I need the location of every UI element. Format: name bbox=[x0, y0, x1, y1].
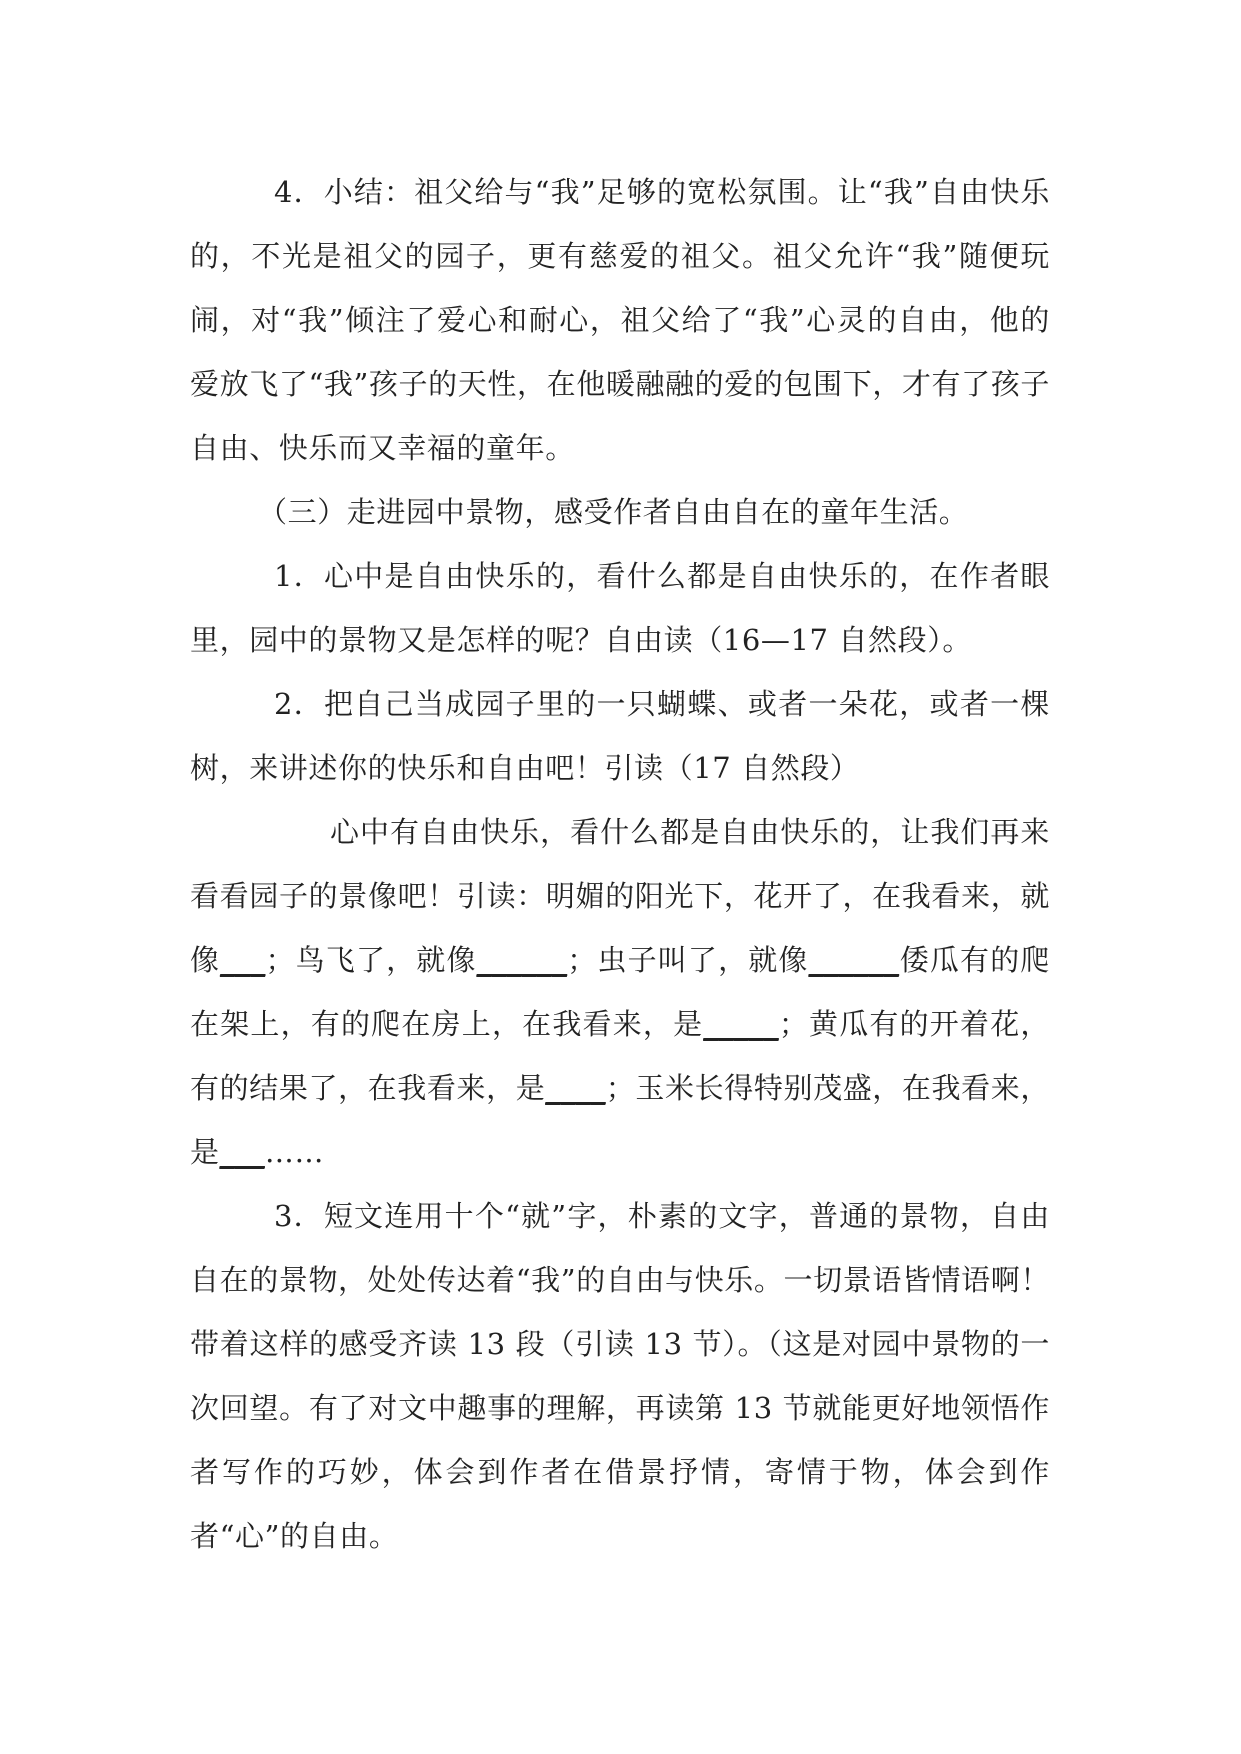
paragraph-summary: 4．小结：祖父给与“我”足够的宽松氛围。让“我”自由快乐的，不光是祖父的园子，更有慈爱的祖父。祖父允许“我”随便玩闹，对“我”倾注了爱心和耐心，祖父给了“我”心灵的自由，他的爱放飞了“我”孩子的天性，在他暖融融的爱的包围下，才有了孩子自由、快乐而又幸福的童年。 bbox=[190, 175, 1050, 465]
fill-text-7: …… bbox=[264, 1135, 325, 1169]
fill-text-1: 心中有自由快乐，看什么都是自由快乐的，让我们再来看看园子的景像吧！引读：明媚的阳光下，花开了，在我看来，就像 bbox=[190, 815, 1050, 977]
fill-text-2: ；鸟飞了，就像 bbox=[265, 943, 477, 977]
blank-6: ___ bbox=[219, 1135, 265, 1169]
fill-text-5: ；黄瓜有的开着花，有的结果了，在我看来，是 bbox=[190, 1007, 1050, 1105]
blank-4: _____ bbox=[703, 1007, 779, 1041]
fill-text-4: 倭瓜有的爬在架上，有的爬在房上，在我看来，是 bbox=[190, 943, 1050, 1041]
blank-3: ______ bbox=[808, 943, 900, 977]
fill-text-3: ；虫子叫了，就像 bbox=[567, 943, 809, 977]
paragraph-item-2: 2．把自己当成园子里的一只蝴蝶、或者一朵花，或者一棵树，来讲述你的快乐和自由吧！引读（17 自然段） bbox=[190, 687, 1050, 785]
document-body bbox=[190, 160, 1050, 1568]
blank-2: ______ bbox=[476, 943, 568, 977]
blank-1: ___ bbox=[220, 943, 266, 977]
blank-5: ____ bbox=[545, 1071, 606, 1105]
section-heading-three: （三）走进园中景物，感受作者自由自在的童年生活。 bbox=[258, 495, 969, 529]
paragraph-item-1: 1．心中是自由快乐的，看什么都是自由快乐的，在作者眼里，园中的景物又是怎样的呢？自由读（16—17 自然段）。 bbox=[190, 559, 1050, 657]
paragraph-fill-in-blanks bbox=[190, 800, 1050, 1184]
fill-text-6: ；玉米长得特别茂盛，在我看来，是 bbox=[190, 1071, 1050, 1169]
paragraph-item-3: 3．短文连用十个“就”字，朴素的文字，普通的景物，自由自在的景物，处处传达着“我”的自由与快乐。一切景语皆情语啊！带着这样的感受齐读 13 段（引读 13 节）。（这是对园中景物的一次回望。有了对文中趣事的理解，再读第 13 节就能更好地领悟作者写作的巧妙，体会到作者在借景抒情，寄情于物，体会到作者“心”的自由。 bbox=[190, 1199, 1050, 1553]
